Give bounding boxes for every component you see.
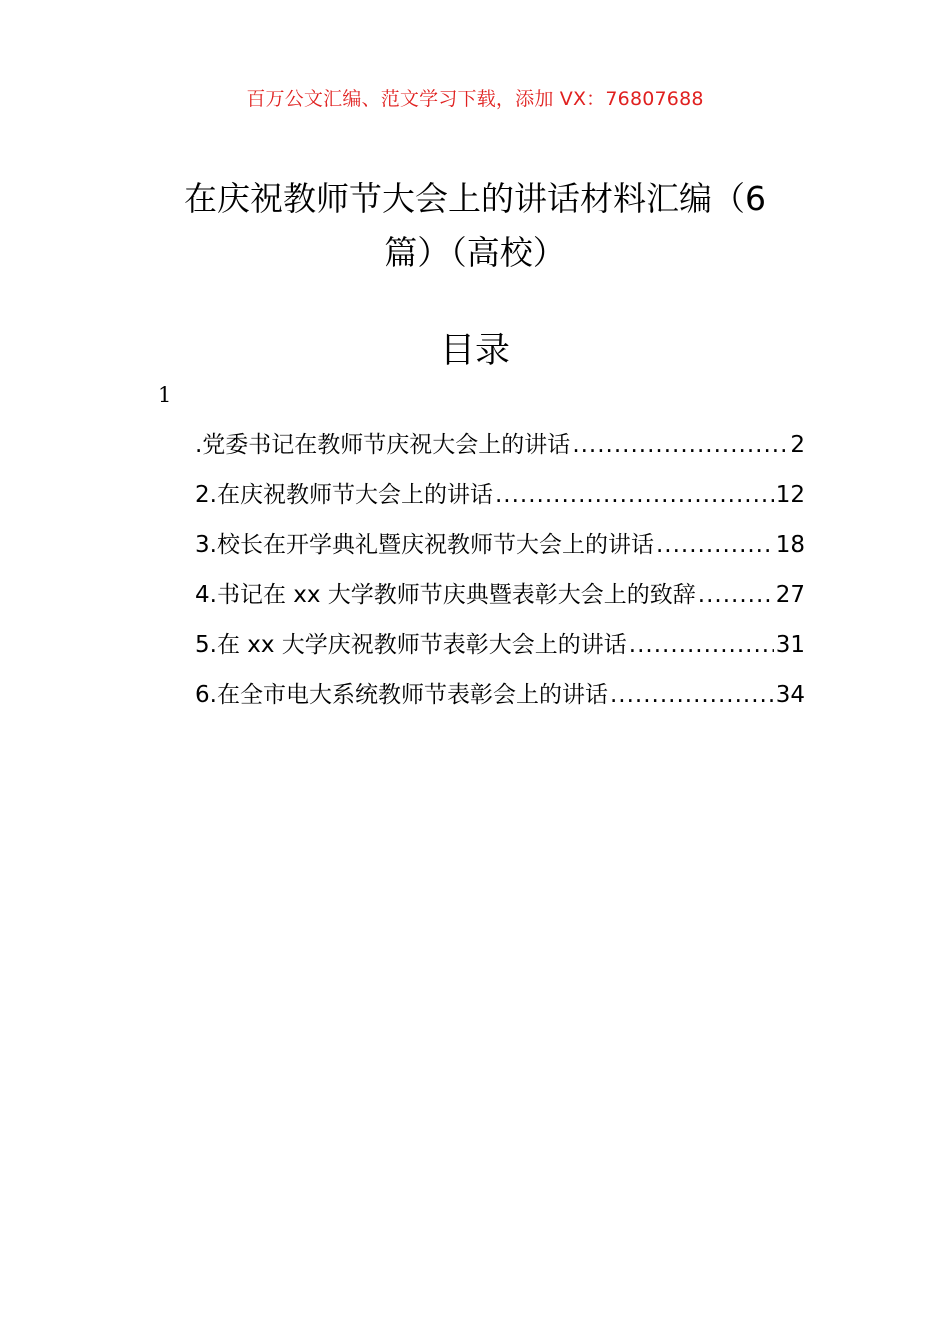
toc-dot-leader bbox=[572, 424, 788, 466]
toc-item[interactable] bbox=[195, 524, 805, 574]
toc-item-page: 12 bbox=[775, 482, 805, 508]
toc-item-text: 6.在全市电大系统教师节表彰会上的讲话 bbox=[195, 682, 608, 708]
toc-item-text: 5.在 xx 大学庆祝教师节表彰大会上的讲话 bbox=[195, 632, 627, 658]
toc-dot-leader bbox=[629, 624, 774, 666]
toc-item[interactable] bbox=[195, 624, 805, 674]
toc-item[interactable] bbox=[195, 674, 805, 724]
toc-item-page: 27 bbox=[775, 582, 805, 608]
toc-item-text: 3.校长在开学典礼暨庆祝教师节大会上的讲话 bbox=[195, 532, 654, 558]
title-line-1: 在庆祝教师节大会上的讲话材料汇编（6 bbox=[184, 179, 766, 218]
toc-item-text: .党委书记在教师节庆祝大会上的讲话 bbox=[195, 432, 571, 458]
toc-item-page: 2 bbox=[790, 432, 805, 458]
toc-dot-leader bbox=[656, 524, 774, 566]
toc-item[interactable] bbox=[195, 474, 805, 524]
toc-item-text: 2.在庆祝教师节大会上的讲话 bbox=[195, 482, 493, 508]
toc-item-text: 4.书记在 xx 大学教师节庆典暨表彰大会上的致辞 bbox=[195, 582, 696, 608]
title-line-2: 篇）（高校） bbox=[384, 233, 566, 272]
header-note: 百万公文汇编、范文学习下载，添加 VX：76807688 bbox=[246, 88, 704, 110]
toc-dot-leader bbox=[610, 674, 774, 716]
toc-item[interactable] bbox=[195, 574, 805, 624]
toc-dot-leader bbox=[495, 474, 774, 516]
toc-item-page: 31 bbox=[775, 632, 805, 658]
toc-item[interactable] bbox=[195, 424, 805, 474]
toc-item-page: 18 bbox=[775, 532, 805, 558]
toc-heading: 目录 bbox=[439, 331, 510, 371]
stray-number: 1 bbox=[158, 383, 172, 407]
toc-item-page: 34 bbox=[775, 682, 805, 708]
table-of-contents bbox=[195, 424, 805, 724]
toc-dot-leader bbox=[698, 574, 774, 616]
document-title bbox=[140, 172, 810, 280]
